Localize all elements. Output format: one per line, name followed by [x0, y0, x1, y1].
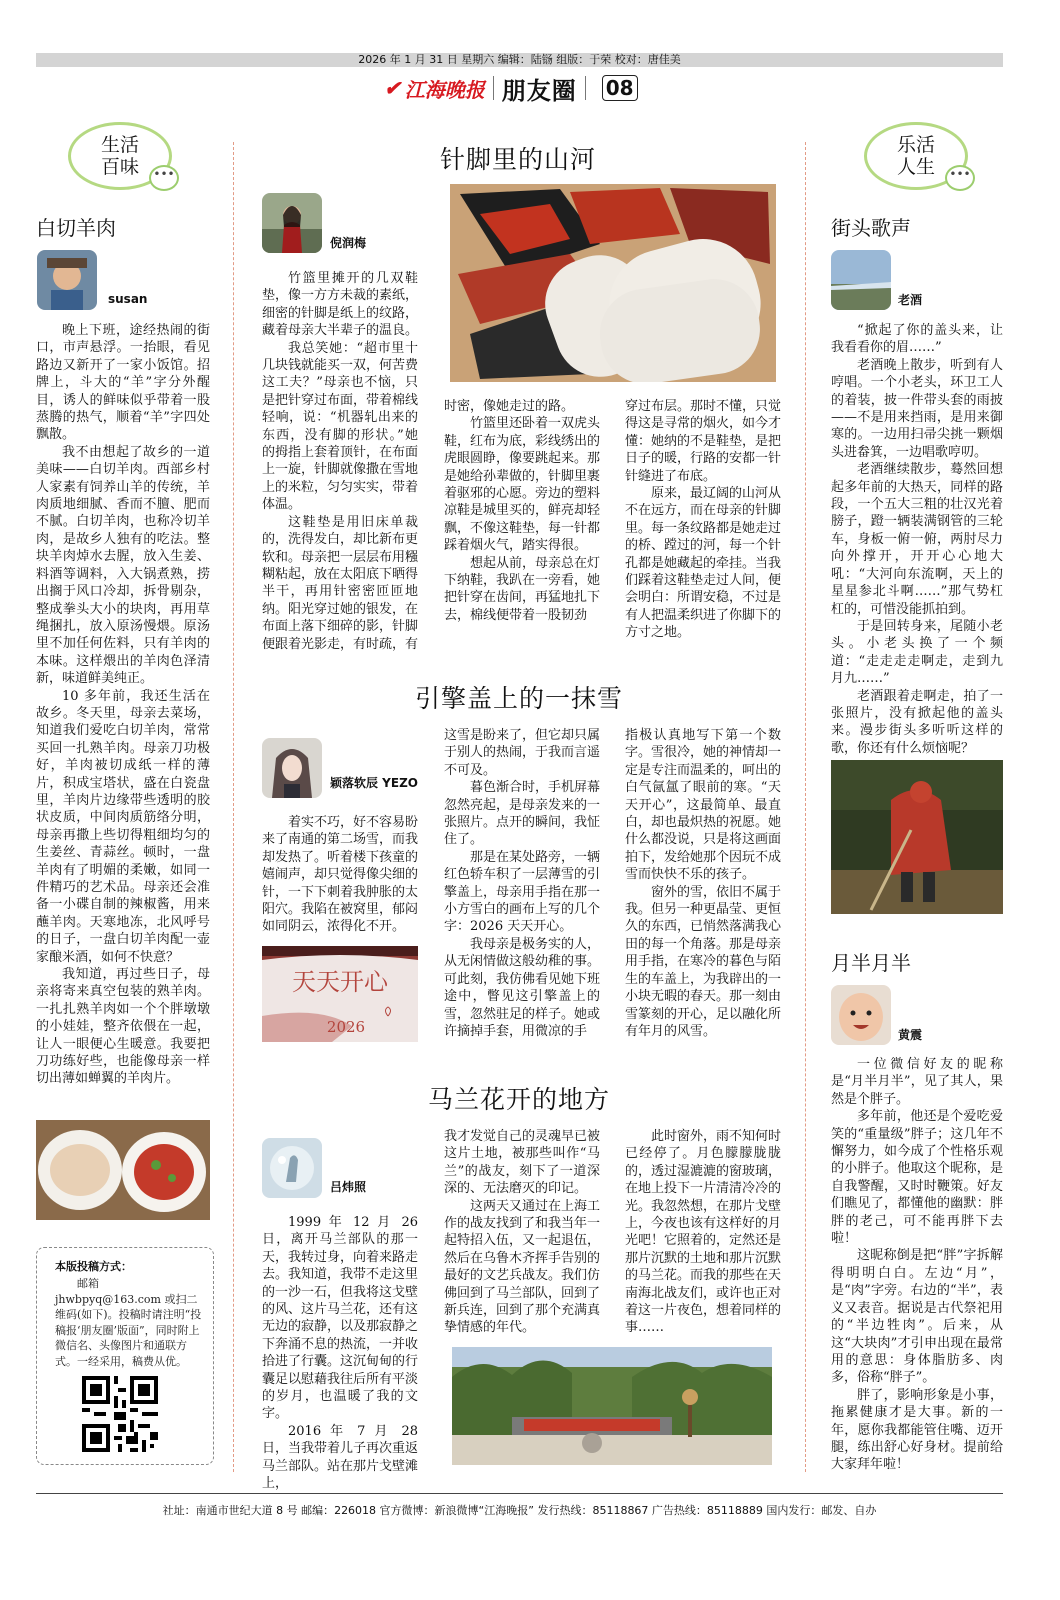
author-name: 老酒	[898, 293, 923, 307]
article-body-col2	[444, 1128, 600, 1337]
paragraph: 窗外的雪，依旧不属于我。但另一种更晶莹、更恒久的东西，已悄然落满我心田的每一个角落。那是母亲用手指，在寒冷的暮色与陌生的车盖上，为我辟出的一小块无暇的春天。那一刻由雪篆刻的开心，足以融化所有年月的风雪。	[625, 884, 782, 1039]
paragraph: 多年前，他还是个爱吃爱笑的“重量级”胖子；这几年不懈努力，如今成了个性格乐观的小胖子。他取这个昵称，是自我警醒，又时时鞭策。好友们瞧见了，都懂他的幽默：胖胖的老己，可不能再胖下去啦！	[831, 1109, 1003, 1247]
lamb-dish-photo	[36, 1120, 210, 1220]
author-name: 颖落软辰 YEZO	[330, 776, 418, 790]
page-number: 08	[602, 75, 638, 101]
paragraph: “掀起了你的盖头来，让我看看你的眉……”	[831, 323, 1003, 356]
section-bubble-joy	[864, 122, 971, 190]
avatar	[262, 738, 322, 798]
ellipsis-dots-icon: •••	[149, 165, 179, 191]
article-title: 街头歌声	[831, 216, 911, 240]
article-title: 白切羊肉	[36, 216, 116, 240]
author-name: 吕炜照	[330, 1180, 367, 1194]
article-title: 马兰花开的地方	[428, 1085, 611, 1114]
author-name: 倪润梅	[330, 236, 367, 250]
author-name: susan	[108, 292, 148, 306]
author-name: 黄震	[898, 1028, 923, 1042]
submission-info-box	[36, 1247, 214, 1465]
article-title: 引擎盖上的一抹雪	[415, 684, 624, 713]
bubble-line: 百味	[100, 156, 139, 178]
paragraph: 我才发觉自己的灵魂早已被这片土地，被那些叫作“马兰”的战友，刻下了一道深深的、无法磨灭的印记。	[444, 1129, 601, 1197]
paper-name: 江海晚报	[404, 77, 485, 102]
article-body-col1	[262, 1214, 418, 1493]
paragraph: 这两天又通过在上海工作的战友找到了和我当年一起特招入伍，又一起退伍，然后在乌鲁木齐挥手告别的最好的文艺兵战友。我们仿佛回到了马兰部队，回到了新兵连，回到了那个充满真挚情感的年代。	[444, 1198, 601, 1336]
paragraph: 我总笑她：“超市里十几块钱就能买一双，何苦费这工夫？”母亲也不恼，只是把针穿过布面，带着棉线轻响，说：“机器轧出来的东西，没有脚的形状。”她的拇指上套着顶针，在布面上一旋，针脚就像撒在雪地上的米粒，匀匀实实，带着体温。	[262, 340, 419, 513]
paragraph: 这雪是盼来了，但它却只属于别人的热闹，于我而言遥不可及。	[444, 728, 601, 778]
paragraph: 竹篮里还卧着一双虎头鞋，红布为底，彩线绣出的虎眼圆睁，像要跳起来。那是她给孙辈做的，针脚里裹着驱邪的心愿。旁边的塑料凉鞋是城里买的，鲜亮却轻飘，不像这鞋垫，每一针都踩着烟火气，踏实得很。	[444, 416, 601, 554]
paragraph: 我母亲是极务实的人，从无闲情做这般幼稚的事。可此刻，我仿佛看见她下班途中，瞥见这引擎盖上的雪，忽然驻足的样子。她或许摘掉手套，用微凉的手	[444, 936, 601, 1039]
snow-message-photo	[262, 946, 418, 1042]
section-name: 朋友圈	[501, 75, 577, 105]
paragraph: 10 多年前，我还生活在故乡。冬天里，母亲去菜场，知道我们爱吃白切羊肉，常常买回一扎熟羊肉。母亲刀功极好，羊肉被切成纸一样的薄片，积成宝塔状，盛在白瓷盘里，羊肉片边缘带些透明的胶状皮质，中间肉质筋络分明，母亲再撒上些切得粗细均匀的生姜丝、青蒜丝。顿时，一盘羊肉有了明媚的柔嫩，如同一件精巧的艺术品。母亲还会准备一小碟自制的辣椒酱，用来蘸羊肉。天寒地冻，北风呼号的日子，一盘白切羊肉配一壶家酿米酒，如何不快意？	[36, 688, 210, 965]
paragraph: 穿过布层。那时不懂，只觉得这是寻常的烟火，如今才懂：她纳的不是鞋垫，是把日子的暖，行路的安都一针针缝进了布底。	[625, 399, 782, 484]
street-sweeper-photo	[831, 760, 1003, 914]
article-body-col1	[262, 814, 418, 936]
article-body-col2	[444, 398, 600, 624]
article-body-col3	[625, 727, 781, 1040]
paragraph: 着实不巧，好不容易盼来了南通的第二场雪，而我却发热了。听着楼下孩童的嬉闹声，却只觉得像尖细的针，一下下刺着我肿胀的太阳穴。我陷在被窝里，郁闷如同阴云，浓得化不开。	[262, 815, 419, 935]
paragraph: 时密，像她走过的路。	[444, 399, 575, 414]
avatar	[262, 193, 322, 253]
insoles-photo	[450, 184, 776, 382]
paragraph: 1999 年 12 月 26 日，离开马兰部队的那一天，我转过身，向着来路走去。我知道，我带不走这里的一沙一石，但我将这戈壁的风、这片马兰花，还有这无边的寂静，以及那寂静之下奔涌不息的热流，一并收拾进了行囊。这沉甸甸的行囊足以慰藉我往后所有平淡的岁月，也温暖了我的文字。	[262, 1215, 419, 1422]
contact-title: 本版投稿方式：	[55, 1260, 132, 1273]
paragraph: 一位微信好友的昵称是“月半月半”，见了其人，果然是个胖子。	[831, 1057, 1003, 1107]
paragraph: 这鞋垫是用旧床单裁的，洗得发白，却比新布更软和。母亲把一层层布用糨糊粘起，放在太阳底下晒得半干，再用针密密匝匝地纳。阳光穿过她的银发，在布面上落下细碎的影，针脚便跟着光影走，有时疏，有	[262, 514, 419, 652]
section-bubble-life	[68, 122, 175, 190]
ellipsis-dots-icon: •••	[945, 165, 975, 191]
paragraph: 暮色渐合时，手机屏幕忽然亮起，是母亲发来的一张照片。点开的瞬间，我怔住了。	[444, 780, 601, 848]
paragraph: 想起从前，母亲总在灯下纳鞋，我趴在一旁看，她把针穿在齿间，再猛地扎下去，棉线便带着一股韧劲	[444, 555, 601, 623]
masthead-divider	[585, 76, 586, 100]
paragraph: 指极认真地写下第一个数字。雪很冷，她的神情却一定是专注而温柔的，呵出的白气氤氲了眼前的寒。“天天开心”，这最简单、最直白，却也最炽热的祝愿。她什么都没说，只是将这画面拍下，发给她那个因玩不成雪而快快不乐的孩子。	[625, 728, 782, 883]
snow-text: 天天开心	[292, 968, 388, 996]
article-title: 月半月半	[831, 951, 911, 975]
avatar	[37, 250, 97, 310]
paragraph: 此时窗外，雨不知何时已经停了。月色朦朦胧胧的，透过湿漉漉的窗玻璃，在地上投下一片清清冷冷的光。我忽然想，在那片戈壁上，今夜也该有这样好的月光吧！它照着的，定然还是那片沉默的土地和那片沉默的马兰花。而我的那些在天南海北战友们，或许也正对着这一片夜色，想着同样的事……	[625, 1129, 782, 1336]
masthead-divider	[493, 76, 494, 100]
paragraph: 我不由想起了故乡的一道美味——白切羊肉。西部乡村人家素有饲养山羊的传统，羊肉质地细腻、香而不膻、肥而不腻。白切羊肉，也称冷切羊肉，是故乡人独有的吃法。整块羊肉焯水去腥，放入生姜、料酒等调料，入大锅煮熟，捞出搁于风口冷却，拆骨剔杂，整成拳头大小的块肉，再用草绳捆扎，放入原汤慢煨。原汤里不加任何佐料，只有羊肉的本味。这样煨出的羊肉色泽清新，味道鲜美纯正。	[36, 444, 210, 687]
paragraph: 老酒跟着走啊走，拍了一张照片，没有掀起他的盖头来。漫步街头多听听这样的歌，你还有什么烦恼呢？	[831, 688, 1003, 756]
article-body-col1	[262, 270, 418, 653]
snow-year: 2026	[326, 1018, 366, 1036]
malan-monument-photo	[452, 1347, 772, 1465]
footer-info: 社址：南通市世纪大道 8 号 邮编：226018 官方微博：新浪微博“江海晚报” 发行热线：85118867 广告热线：85118889 国内发行：邮发、自办	[36, 1493, 1003, 1518]
qr-code-icon[interactable]	[82, 1376, 158, 1452]
page-info-bar: 2026 年 1 月 31 日 星期六 编辑：陆铴 组版：于荣 校对：唐佳美	[36, 53, 1003, 67]
paragraph: 我知道，再过些日子，母亲将寄来真空包装的熟羊肉。一扎扎熟羊肉如一个个胖墩墩的小娃娃，整齐依偎在一起，让人一眼便心生暖意。我要把刀功练好些，也能像母亲一样切出薄如蝉翼的羊肉片。	[36, 967, 210, 1087]
article-title: 针脚里的山河	[440, 145, 597, 174]
paragraph: 那是在某处路旁，一辆红色轿车积了一层薄雪的引擎盖上，母亲用手指在那一小方雪白的画布上写的几个字：2026 天天开心。	[444, 849, 601, 935]
paragraph: 老酒晚上散步，听到有人哼唱。一个小老头，环卫工人的着装，披一件带头套的雨披——不是用来挡雨，是用来御寒的。一边用扫帚尖挑一颗烟头进畚箕，一边唱歌哼叨。	[831, 357, 1003, 460]
bubble-line: 乐活	[896, 134, 935, 156]
paragraph: 于是回转身来，尾随小老头。小老头换了一个频道：“走走走走啊走，走到九月九……”	[831, 618, 1003, 687]
bubble-line: 生活	[100, 134, 139, 156]
avatar	[262, 1138, 322, 1198]
avatar	[831, 985, 891, 1045]
logo-swoosh-icon: ✔	[384, 76, 401, 100]
bubble-line: 人生	[896, 156, 935, 178]
column-divider	[805, 142, 806, 1472]
article-body-col2	[444, 727, 600, 1040]
paragraph: 老酒继续散步，蓦然回想起多年前的大热天，同样的路段，一个五大三粗的壮汉光着膀子，蹬一辆装满钢管的三轮车，身板一俯一俯，两肘尽力向外撑开，开开心心地大吼：“大河向东流啊，天上的星星参北斗啊……”那气势杠杠的，可惜没能抓拍到。	[831, 462, 1003, 617]
paragraph: 这昵称倒是把“胖”字拆解得明明白白。左边“月”，是“肉”字旁。右边的“半”，表义又表音。据说是古代祭祀用的“半边牲肉”。后来，从这“大块肉”才引申出现在最常用的意思：身体脂肪多、肉多，俗称“胖子”。	[831, 1248, 1003, 1386]
article-body	[831, 1056, 1003, 1474]
contact-text: 邮箱 jhwbpyq@163.com 或扫二维码(如下)。投稿时请注明“投稿报‘朋友圈’版面”，同时附上微信名、头像图片和通联方式。一经采用，稿费从优。	[55, 1277, 202, 1368]
column-divider	[233, 142, 234, 1472]
paragraph: 2016 年 7 月 28 日，当我带着儿子再次重返马兰部队。站在那片戈壁滩上，	[262, 1423, 419, 1492]
paragraph: 竹篮里摊开的几双鞋垫，像一方方未裁的素纸，细密的针脚是纸上的纹路，藏着母亲大半辈子的温良。	[262, 271, 419, 339]
paragraph: 晚上下班，途经热闹的街口，市声悬浮。一抬眼，看见路边又新开了一家小饭馆。招牌上，斗大的“羊”字分外醒目，诱人的鲜味似乎带着一股蒸腾的热气，顺着“羊”字四处飘散。	[36, 323, 210, 443]
article-body-col3	[625, 398, 781, 642]
article-body	[36, 322, 210, 1088]
article-body-col3	[625, 1128, 781, 1337]
article-body	[831, 322, 1003, 757]
avatar	[831, 250, 891, 310]
masthead	[384, 73, 638, 103]
paragraph: 原来，最辽阔的山河从不在远方，而在母亲的针脚里。每一条纹路都是她走过的桥、蹚过的河，每一个针孔都是她藏起的牵挂。当我们踩着这鞋垫走过人间，便会明白：所谓安稳，不过是有人把温柔织进了你脚下的方寸之地。	[625, 486, 782, 641]
paragraph: 胖了，影响形象是小事，拖累健康才是大事。新的一年，愿你我都能管住嘴、迈开腿，练出舒心好身材。提前给大家拜年啦！	[831, 1387, 1003, 1473]
